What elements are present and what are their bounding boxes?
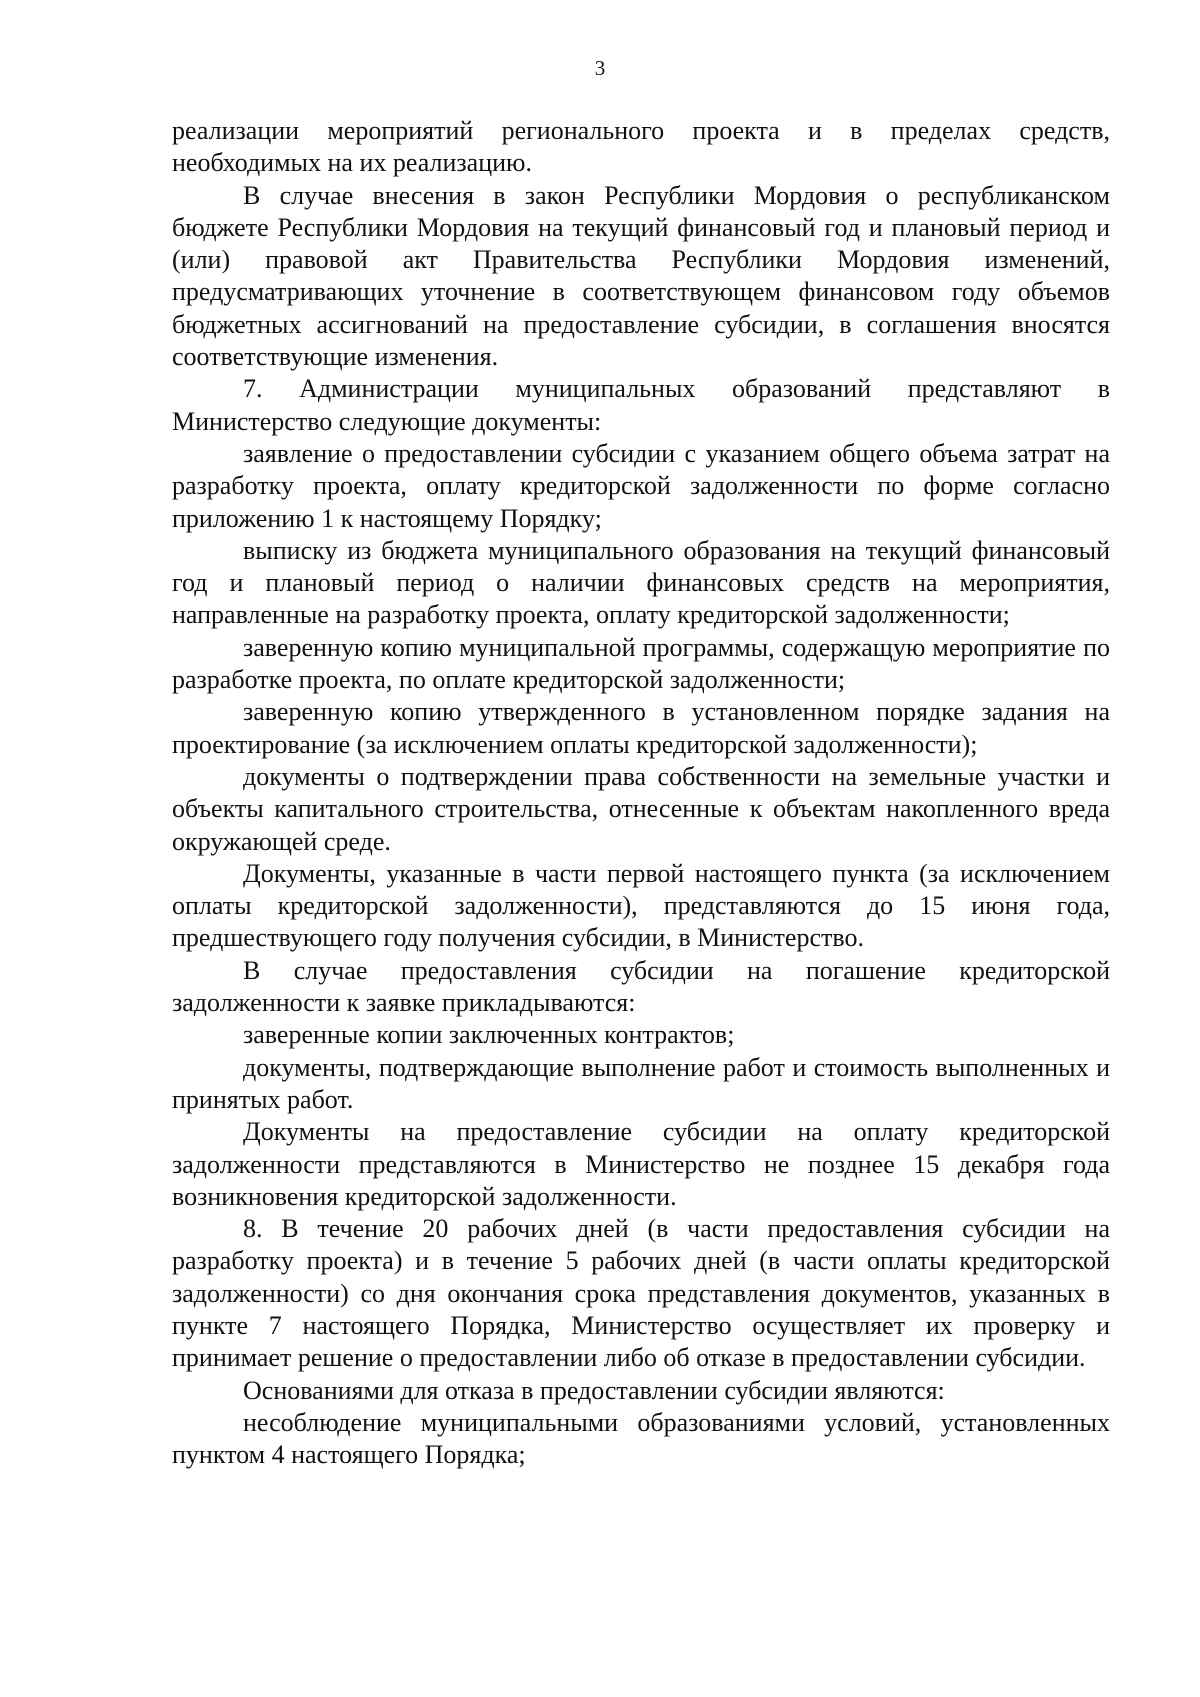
paragraph-program-copy: заверенную копию муниципальной программы, содержащую мероприятие по разработке проекта, по оплате кредиторской задолженности; bbox=[172, 632, 1110, 695]
page-number: 3 bbox=[594, 56, 606, 80]
document-body bbox=[172, 115, 1110, 1471]
paragraph-budget-changes: В случае внесения в закон Республики Мордовия о республиканском бюджете Республики Мордовия на текущий финансовый год и плановый период и (или) правовой акт Правительства Республики Мордовия изменений, предусматривающих уточнение в соответствующем финансовом году объемов бюджетных ассигнований на предоставление субсидии, в соглашения вносятся соответствующие изменения. bbox=[172, 180, 1110, 372]
paragraph-application: заявление о предоставлении субсидии с указанием общего объема затрат на разработку проекта, оплату кредиторской задолженности по форме согласно приложению 1 к настоящему Порядку; bbox=[172, 438, 1110, 533]
paragraph-clause-8: 8. В течение 20 рабочих дней (в части предоставления субсидии на разработку проекта) и в течение 5 рабочих дней (в части оплаты кредиторской задолженности) со дня окончания срока представления документов, указанных в пункте 7 настоящего Порядка, Министерство осуществляет их проверку и принимает решение о предоставлении либо об отказе в предоставлении субсидии. bbox=[172, 1214, 1110, 1373]
paragraph-debt-deadline: Документы на предоставление субсидии на оплату кредиторской задолженности представляются в Министерство не позднее 15 декабря года возникновения кредиторской задолженности. bbox=[172, 1117, 1110, 1211]
paragraph-continuation: реализации мероприятий регионального проекта и в пределах средств, необходимых на их реализацию. bbox=[172, 116, 1110, 178]
paragraph-noncompliance: несоблюдение муниципальными образованиями условий, установленных пунктом 4 настоящего Порядка; bbox=[172, 1407, 1110, 1470]
paragraph-submission-deadline: Документы, указанные в части первой настоящего пункта (за исключением оплаты кредиторской задолженности), представляются до 15 июня года, предшествующего году получения субсидии, в Министерство. bbox=[172, 858, 1110, 953]
paragraph-contracts: заверенные копии заключенных контрактов; bbox=[243, 1020, 735, 1050]
paragraph-refusal-grounds: Основаниями для отказа в предоставлении субсидии являются: bbox=[243, 1375, 945, 1405]
paragraph-budget-extract: выписку из бюджета муниципального образования на текущий финансовый год и плановый период о наличии финансовых средств на мероприятия, направленные на разработку проекта, оплату кредиторской задолженности; bbox=[172, 535, 1110, 630]
paragraph-debt-case: В случае предоставления субсидии на погашение кредиторской задолженности к заявке прикладываются: bbox=[172, 955, 1110, 1018]
paragraph-design-task: заверенную копию утвержденного в установленном порядке задания на проектирование (за исключением оплаты кредиторской задолженности); bbox=[172, 697, 1110, 759]
paragraph-work-docs: документы, подтверждающие выполнение работ и стоимость выполненных и принятых работ. bbox=[172, 1052, 1110, 1114]
paragraph-clause-7: 7. Администрации муниципальных образований представляют в Министерство следующие документы: bbox=[172, 374, 1110, 436]
paragraph-ownership-docs: документы о подтверждении права собственности на земельные участки и объекты капитального строительства, отнесенные к объектам накопленного вреда окружающей среде. bbox=[172, 761, 1110, 856]
